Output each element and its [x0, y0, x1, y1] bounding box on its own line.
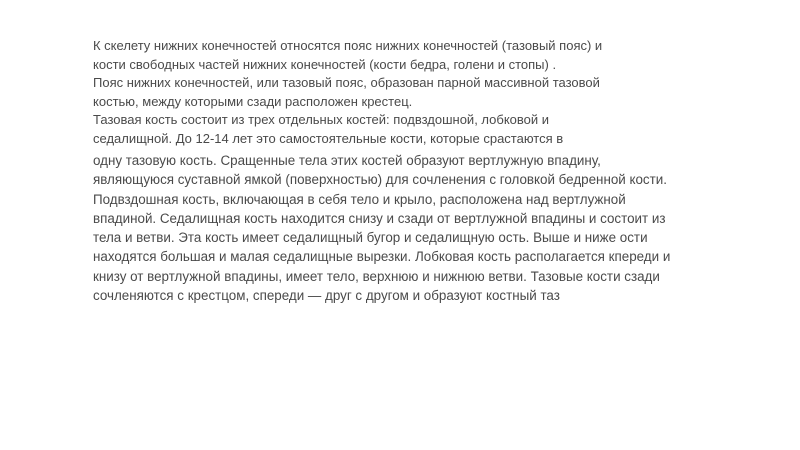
text-line: впадиной. Седалищная кость находится снизу и сзади от вертлужной впадины и состоит из [93, 210, 666, 226]
text-line: седалищной. До 12-14 лет это самостоятельные кости, которые срастаются в [93, 130, 564, 146]
text-block-pelvic-girdle [93, 37, 713, 149]
text-line: книзу от вертлужной впадины, имеет тело, верхнюю и нижнюю ветви. Тазовые кости сзади [93, 268, 660, 284]
text-line: кости свободных частей нижних конечностей (кости бедра, голени и стопы) . [93, 56, 557, 72]
text-line: Подвздошная кость, включающая в себя тело и крыло, расположена над вертлужной [93, 191, 626, 207]
text-line: костью, между которыми сзади расположен крестец. [93, 93, 413, 109]
text-line: сочленяются с крестцом, спереди — друг с другом и образуют костный таз [93, 288, 560, 304]
text-line: Пояс нижних конечностей, или тазовый пояс, образован парной массивной тазовой [93, 75, 600, 91]
text-line: находятся большая и малая седалищные вырезки. Лобковая кость располагается кпереди и [93, 249, 671, 265]
text-line: К скелету нижних конечностей относятся пояс нижних конечностей (тазовый пояс) и [93, 38, 603, 53]
text-block-pelvic-bone [93, 151, 753, 305]
text-line: одну тазовую кость. Сращенные тела этих костей образуют вертлужную впадину, [93, 153, 601, 168]
text-line: Тазовая кость состоит из трех отдельных костей: подвздошной, лобковой и [93, 112, 550, 128]
text-line: тела и ветви. Эта кость имеет седалищный бугор и седалищную ость. Выше и ниже ости [93, 230, 648, 246]
text-line: являющуюся суставной ямкой (поверхностью) для сочленения с головкой бедренной кости. [93, 172, 667, 188]
